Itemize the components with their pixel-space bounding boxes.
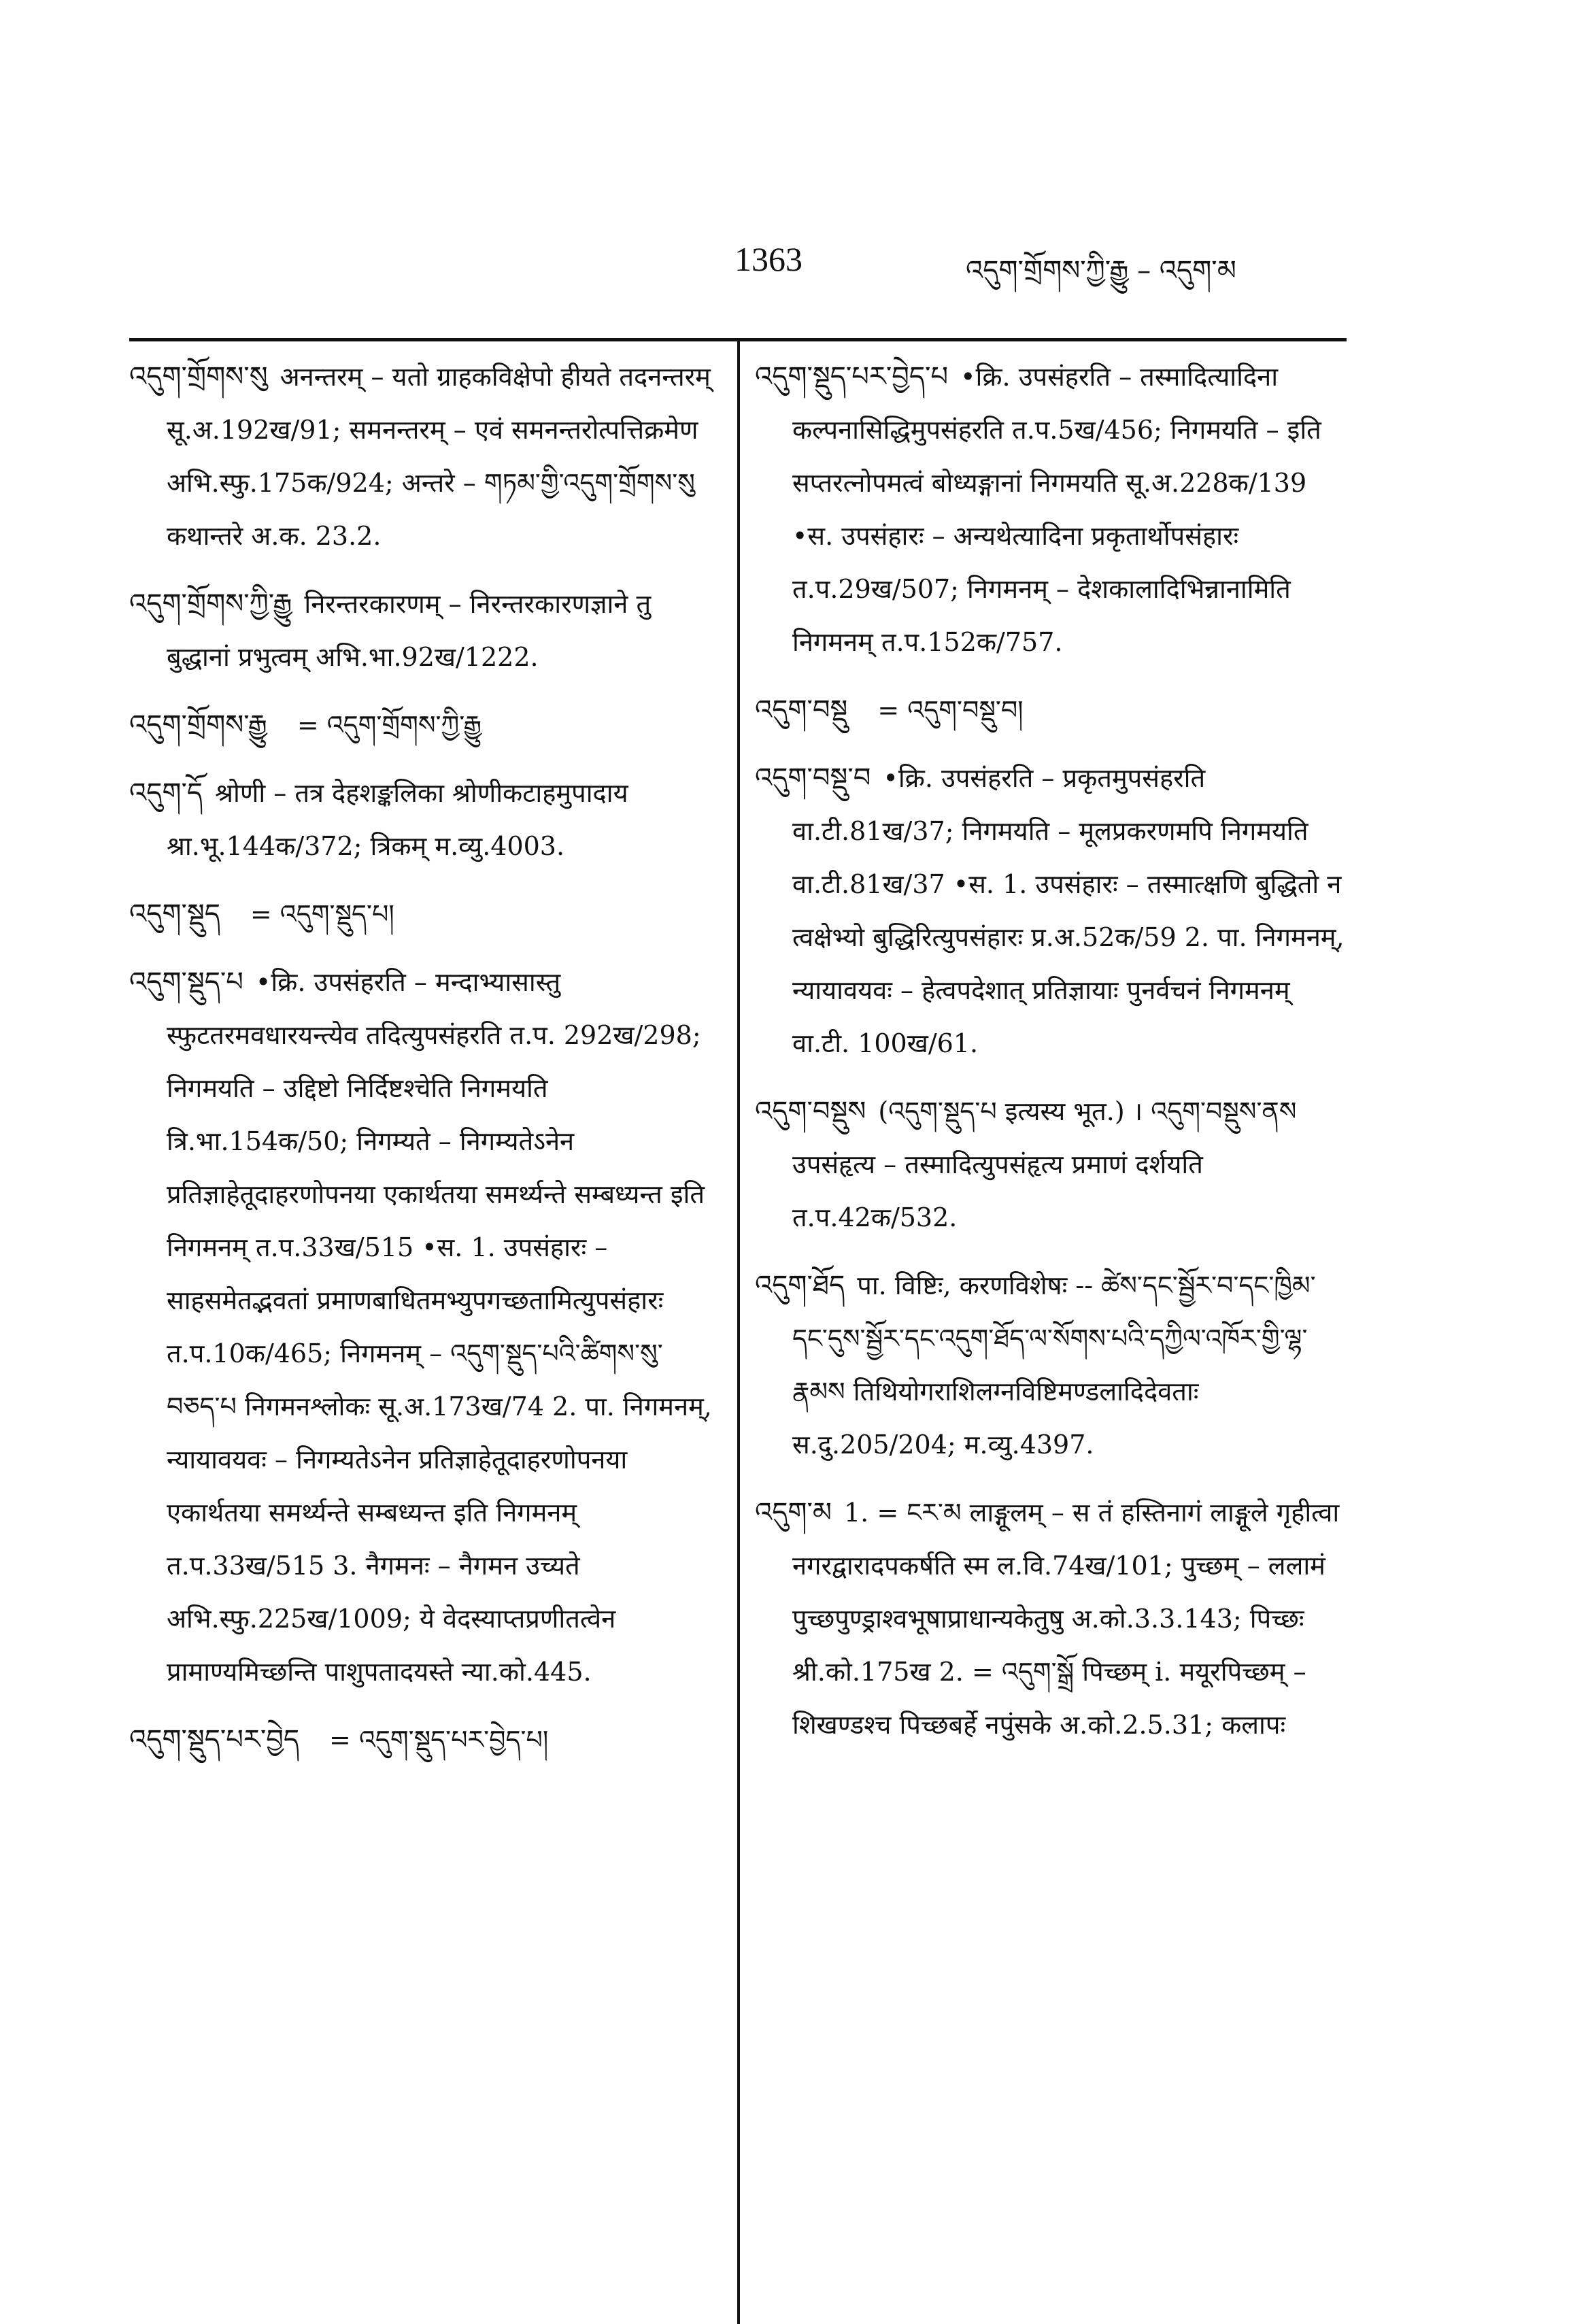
dictionary-entry [129, 1713, 715, 1766]
dictionary-entry [755, 752, 1347, 1070]
entry-body: निरन्तरकारणम् – निरन्तरकारणज्ञाने तु बुद्धानां प्रभुत्वम् अभि.भा.92ख/1222. [167, 589, 652, 672]
entry-headword: འདུག་སྡུད་པར་བྱེད [129, 1724, 300, 1755]
entry-body: = འདུག་སྡུད་པ། [250, 899, 394, 929]
entry-body: •क्रि. उपसंहरति – तस्मादित्यादिना कल्पनासिद्धिमुपसंहरति त.प.5ख/456; निगमयति – इति सप्तरत्नोपमत्वं बोध्यङ्गानां निगमयति सू.अ.228क/139 •स. उपसंहारः – अन्यथेत्यादिना प्रकृतार्थोपसंहारः त.प.29ख/507; निगमनम् – देशकालादिभिन्नानामिति निगमनम् त.प.152क/757. [792, 362, 1321, 657]
entry-body: (འདུག་སྡུད་པ इत्यस्य भूत.) । འདུག་བསྡུས་ནས उपसंहृत्य – तस्मादित्युपसंहृत्य प्रमाणं दर्शयति त.प.42क/532. [792, 1096, 1297, 1232]
column-divider [737, 338, 740, 2324]
dictionary-entry [129, 888, 715, 941]
entry-headword: འདུག་གྲོགས་རྒྱུ [129, 709, 267, 741]
dictionary-entry [129, 956, 715, 1698]
entry-headword: འདུག་མ [755, 1497, 832, 1528]
entry-headword: འདུག་བསྡུས [755, 1096, 866, 1127]
dictionary-entry [755, 1085, 1347, 1244]
dictionary-entry [129, 767, 715, 873]
dictionary-entry [755, 684, 1347, 737]
dictionary-entry [755, 1486, 1347, 1751]
right-column [755, 350, 1347, 1766]
entry-body: = འདུག་བསྡུ་བ། [877, 695, 1024, 725]
dictionary-entry [755, 350, 1347, 669]
entry-headword: འདུག་སྡུད་པར་བྱེད་པ [755, 361, 949, 392]
dictionary-entry [755, 1259, 1347, 1471]
page-number: 1363 [734, 240, 803, 278]
entry-headword: འདུག་བསྡུ [755, 694, 848, 726]
entry-headword: འདུག་སྡུད [129, 898, 220, 930]
entry-body: 1. = ངར་མ लाङ्गूलम् – स तं हस्तिनागं लाङ्गूले गृहीत्वा नगरद्वारादपकर्षति स्म ल.वि.74ख/101; पुच्छम् – ललामं पुच्छपुण्ड्राश्वभूषाप्राधान्यकेतुषु अ.को.3.3.143; पिच्छः श्री.को.175ख 2. = འདུག་སྒྲོ पिच्छम् i. मयूरपिच्छम् – शिखण्डश्च पिच्छबर्हे नपुंसके अ.को.2.5.31; कलापः [792, 1498, 1340, 1740]
entry-body: •क्रि. उपसंहरति – मन्दाभ्यासास्तु स्फुटतरमवधारयन्त्येव तदित्युपसंहरति त.प. 292ख/298; निगमयति – उद्दिष्टो निर्दिष्टश्चेति निगमयति त्रि.भा.154क/50; निगम्यते – निगम्यतेऽनेन प्रतिज्ञाहेतूदाहरणोपनया एकार्थतया समर्थ्यन्ते सम्बध्यन्त इति निगमनम् त.प.33ख/515 •स. 1. उपसंहारः – साहसमेतद्भवतां प्रमाणबाधितमभ्युपगच्छतामित्युपसंहारः त.प.10क/465; निगमनम् – འདུག་སྡུད་པའི་ཚིགས་སུ་བཅད་པ निगमनश्लोकः सू.अ.173ख/74 2. पा. निगमनम्, न्यायावयवः – निगम्यतेऽनेन प्रतिज्ञाहेतूदाहरणोपनया एकार्थतया समर्थ्यन्ते सम्बध्यन्त इति निगमनम् त.प.33ख/515 3. नैगमनः – नैगमन उच्यते अभि.स्फु.225ख/1009; ये वेदस्याप्तप्रणीतत्वेन प्रामाण्यमिच्छन्ति पाशुपतादयस्ते न्या.को.445. [167, 967, 712, 1687]
entry-body: पा. विष्टिः, करणविशेषः -- ཚེས་དང་སྦྱོར་བ་དང་ཁྱིམ་དང་དུས་སྦྱོར་དང་འདུག་ཐོད་ལ་སོགས་པའི་དཀྱིལ་འཁོར་གྱི་ལྷ་རྣམས तिथियोगराशिलग्नविष्टिमण्डलादिदेवताः स.दु.205/204; म.व्यु.4397. [792, 1270, 1316, 1460]
entry-headword: འདུག་ཐོད [755, 1270, 845, 1301]
entry-headword: འདུག་གྲོགས་སུ [129, 361, 268, 392]
left-column [129, 350, 715, 1781]
entry-body: •क्रि. उपसंहरति – प्रकृतमुपसंहरति वा.टी.81ख/37; निगमयति – मूलप्रकरणमपि निगमयति वा.टी.81ख/37 •स. 1. उपसंहारः – तस्मात्क्षणि बुद्धितो न त्वक्षेभ्यो बुद्धिरित्युपसंहारः प्र.अ.52क/59 2. पा. निगमनम्, न्यायावयवः – हेत्वपदेशात् प्रतिज्ञायाः पुनर्वचनं निगमनम् वा.टी. 100ख/61. [792, 763, 1345, 1058]
entry-headword: འདུག་བསྡུ་བ [755, 762, 871, 794]
running-head: འདུག་གྲོགས་ཀྱི་རྒྱུ – འདུག་མ [966, 255, 1236, 286]
entry-body: = འདུག་སྡུད་པར་བྱེད་པ། [329, 1725, 549, 1755]
entry-headword: འདུག་གྲོགས་ཀྱི་རྒྱུ [129, 588, 292, 620]
entry-body: = འདུག་གྲོགས་ཀྱི་རྒྱུ [297, 710, 482, 740]
dictionary-entry [129, 577, 715, 684]
entry-body: अनन्तरम् – यतो ग्राहकविक्षेपो हीयते तदनन्तरम् सू.अ.192ख/91; समनन्तरम् – एवं समनन्तरोत्पत्तिक्रमेण अभि.स्फु.175क/924; अन्तरे – གཏམ་གྱི་འདུག་གྲོགས་སུ कथान्तरे अ.क. 23.2. [167, 362, 711, 551]
entry-headword: འདུག་སྡུད་པ [129, 966, 243, 998]
entry-body: श्रोणी – तत्र देहशङ्कलिका श्रोणीकटाहमुपादाय श्रा.भू.144क/372; त्रिकम् म.व्यु.4003. [167, 778, 628, 861]
entry-headword: འདུག་དོ [129, 777, 203, 809]
dictionary-entry [129, 698, 715, 752]
dictionary-entry [129, 350, 715, 562]
